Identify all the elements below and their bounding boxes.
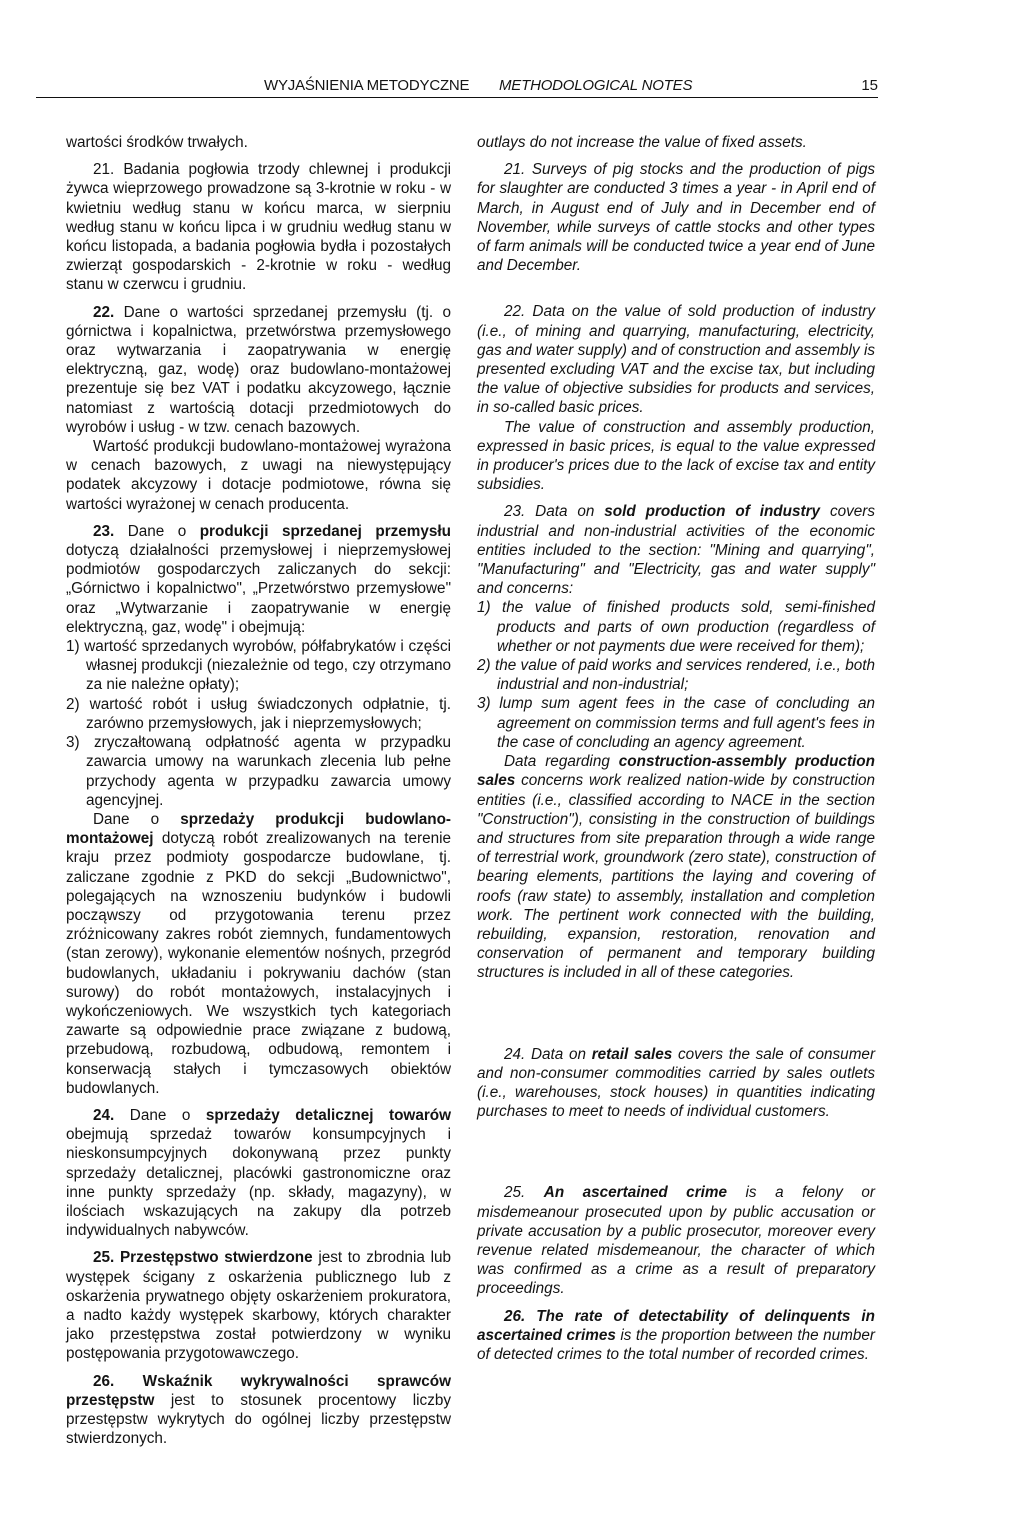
en-p23-p2-bold: construction-assembly production sales <box>477 753 875 790</box>
pl-p23-item-3: 3) zryczałtowaną odpłatność agenta w przypadku zawarcia umowy na warunkach zlecenia lub pełne przychody agenta w przypadku zawarcia umowy agencyjnej. <box>66 734 451 809</box>
pl-p24-pre: Dane o <box>129 1106 191 1124</box>
pl-p26-bold: Wskaźnik wykrywalności sprawców przestępstw <box>66 1372 451 1409</box>
en-p21-text: Surveys of pig stocks and the production of pigs for slaughter are conducted 3 times a year - in April end of March, in August end of July and in December end of November, while surveys of cattle stocks and other types of farm animals will be conducted twice a year end of June and December. <box>477 161 875 275</box>
en-p24-bold: retail sales <box>591 1045 673 1063</box>
en-p23-text: covers industrial and non-industrial activities of the economic entities included to the section: "Mining and quarrying", "Manufacturing" and "Electricity, gas and water supply" and concerns: <box>477 503 875 598</box>
pl-p24-text: obejmują sprzedaż towarów konsumpcyjnych i nieskonsumpcyjnych dokonywaną przez punkty sprzedaży detalicznej, placówki gastronomiczne oraz inne punkty sprzedaży (np. składy, magazyny), w ilościach wskazujących na zakupy dla potrzeb indywidualnych nabywców. <box>66 1126 451 1240</box>
pl-paragraph-21 <box>66 160 451 294</box>
pl-p23-text: dotyczą działalności przemysłowej i nieprzemysłowej podmiotów gospodarczych zaliczanych do sekcji: „Górnictwo i kopalnictwo", „Przetwórstwo przemysłowe" oraz „Wytwarzanie i zaopatrywanie w energię elektryczną, gaz, wodę" i obejmują: <box>66 542 451 636</box>
en-p25-text: is a felony or misdemeanour prosecuted upon by public accusation or private accusation by a public prosecutor, moreover every revenue related misdemeanour, the character of which was confirmed as a crime as a result of preparatory proceedings. <box>477 1184 875 1298</box>
pl-paragraph-23-construction <box>66 810 451 1098</box>
en-p25-number: 25. <box>504 1184 526 1202</box>
en-paragraph-24 <box>477 1045 875 1122</box>
header-title-pl: WYJAŚNIENIA METODYCZNE <box>264 77 470 94</box>
en-p23-bold: sold production of industry <box>604 503 821 521</box>
pl-p23-item-1: 1) wartość sprzedanych wyrobów, półfabrykatów i części własnej produkcji (niezależnie od tego, czy otrzymano za nie należne opłaty); <box>66 638 451 694</box>
pl-p23-p2-pre: Dane o <box>93 810 160 828</box>
en-p23-item-1: 1) the value of finished products sold, semi-finished products and parts of own production (regardless of whether or not payments due were received for them); <box>477 599 875 655</box>
en-p20-tail: outlays do not increase the value of fixed assets. <box>477 134 807 151</box>
pl-p26-number: 26. <box>93 1372 115 1390</box>
running-header <box>36 77 878 98</box>
pl-p22-text: Dane o wartości sprzedanej przemysłu (tj. o górnictwa i kopalnictwa, przetwórstwa przemysłowego oraz wytwarzania i zaopatrywania w energię elektryczną, gaz, wodę) oraz budowlano-montażowej prezentuje się bez VAT i podatku akcyzowego, łącznie natomiast z wartością dotacji przedmiotowych do wyrobów i usług - w tzw. cenach bazowych. <box>66 303 451 436</box>
en-p25-bold: An ascertained crime <box>543 1184 728 1202</box>
pl-paragraph-26 <box>66 1372 451 1449</box>
pl-p23-p2-bold: sprzedaży produkcji budowlano-montażowej <box>66 810 452 848</box>
en-paragraph-26 <box>477 1307 875 1365</box>
en-p21-number: 21. <box>504 161 526 179</box>
pl-p23-item-2: 2) wartość robót i usług świadczonych odpłatnie, tj. zarówno przemysłowych, jak i nieprzemysłowych; <box>66 695 451 732</box>
en-paragraph-25 <box>477 1183 875 1298</box>
en-p23-p2-text: concerns work realized nation-wide by construction entities (i.e., classified according to NACE in the section "Construction"), consisting in the construction of buildings and structures from site preparation through a wide range of terrestrial work, groundwork (zero state), construction of bearing elements, partitions the laying and covering of roofs (raw state) to assembly, installation and completion work. The pertinent work connected with the building, rebuilding, expansion, restoration, renovation and conservation of permanent and temporary building structures is included in all of these categories. <box>477 772 875 982</box>
pl-p22-number: 22. <box>93 303 115 321</box>
en-p22-text2: The value of construction and assembly production, expressed in basic prices, is equal to the value expressed in producer's prices due to the lack of excise tax and entity subsidies. <box>477 418 875 494</box>
en-p22-number: 22. <box>504 303 526 321</box>
en-p23-number: 23. <box>504 503 526 521</box>
en-p23-item-3: 3) lump sum agent fees in the case of concluding an agreement on commission terms and full agent's fees in the case of concluding an agency agreement. <box>477 695 875 751</box>
header-title-en: METHODOLOGICAL NOTES <box>499 77 693 94</box>
pl-p26-text: jest to stosunek procentowy liczby przestępstw wykrytych do ogólnej liczby przestępstw stwierdzonych. <box>66 1391 451 1448</box>
en-paragraph-23-construction <box>477 752 875 982</box>
page-number: 15 <box>861 77 878 94</box>
pl-p20-tail: wartości środków trwałych. <box>66 134 248 151</box>
pl-paragraph-24 <box>66 1106 451 1240</box>
pl-paragraph-23 <box>66 522 451 637</box>
en-p24-number: 24. <box>504 1045 526 1063</box>
pl-p24-number: 24. <box>93 1106 115 1124</box>
en-p24-pre: Data on <box>530 1045 586 1063</box>
en-p23-pre: Data on <box>535 503 595 521</box>
en-paragraph-21 <box>477 160 875 275</box>
pl-p25-bold: Przestępstwo stwierdzone <box>119 1249 313 1267</box>
pl-p25-number: 25. <box>93 1249 115 1267</box>
polish-column <box>66 133 451 1448</box>
pl-paragraph-22 <box>66 303 451 437</box>
pl-p23-p2-text: dotyczą robót zrealizowanych na terenie kraju przez podmioty gospodarcze budowlane, tj. zaliczane zgodnie z PKD do sekcji „Budownictwo", polegających na wznoszeniu budynków i budowli począwszy od przygotowania terenu przez zróżnicowany zakres robót ziemnych, fundamentowych (stan zerowy), wykonanie elementów nośnych, przegród budowlanych, układaniu i pokrywaniu dachów (stan surowy) do robót montażowych, instalacyjnych i wykończeniowych. We wszystkich tych kategoriach zawarte są odpowiednie prace związane z budową, przebudową, rozbudową, odbudową, remontem i konserwacją stałych i tymczasowych obiektów budowlanych. <box>66 830 452 1097</box>
pl-p23-number: 23. <box>93 522 115 540</box>
pl-p22-text2: Wartość produkcji budowlano-montażowej wyrażona w cenach bazowych, z uwagi na niewystępujący podatek akcyzowy i dotacje podmiotowe, równa się wartości wyrażonej w cenach producenta. <box>66 438 451 513</box>
pl-p23-bold: produkcji sprzedanej przemysłu <box>199 522 452 540</box>
en-p26-text: is the proportion between the number of detected crimes to the total number of recorded crimes. <box>477 1326 875 1363</box>
pl-p24-bold: sprzedaży detalicznej towarów <box>205 1106 452 1124</box>
en-p26-number: 26. <box>504 1307 526 1325</box>
pl-p25-text: jest to zbrodnia lub występek ścigany z oskarżenia publicznego lub z oskarżenia prywatnego objęty oskarżeniem prokuratora, a nadto każdy występek skarbowy, których charakter jako przestępstwa został potwierdzony w wyniku postępowania przygotowawczego. <box>66 1249 452 1363</box>
english-column <box>477 133 875 1364</box>
en-p22-text: Data on the value of sold production of industry (i.e., of mining and quarrying, manufacturing, electricity, gas and water supply) and of construction and assembly is presented excluding VAT and the excise tax, but including the value of objective subsidies for products and services, in so-called basic prices. <box>477 303 876 417</box>
en-p23-p2-pre: Data regarding <box>504 753 610 771</box>
pl-paragraph-25 <box>66 1248 451 1363</box>
pl-p21-text: Badania pogłowia trzody chlewnej i produkcji żywca wieprzowego prowadzone są 3-krotnie w roku - w kwietniu według stanu w końcu marca, w sierpniu według stanu w końcu lipca i w grudniu według stanu w końcu listopada, a badania pogłowia bydła i pozostałych zwierząt gospodarskich - 2-krotnie w roku - według stanu w czerwcu i grudniu. <box>66 161 451 294</box>
en-p26-bold: The rate of detectability of delinquents in ascertained crimes <box>477 1307 876 1344</box>
en-paragraph-23 <box>477 502 875 598</box>
pl-p23-pre: Dane o <box>127 522 187 540</box>
en-paragraph-22 <box>477 302 875 417</box>
pl-p21-number: 21. <box>93 161 115 179</box>
en-p23-item-2: 2) the value of paid works and services rendered, i.e., both industrial and non-industrial; <box>477 657 875 694</box>
en-p24-text: covers the sale of consumer and non-consumer commodities carried by sales outlets (i.e., warehouses, stock houses) in quantities indicating purchases to meet to needs of individual customers. <box>477 1045 876 1121</box>
